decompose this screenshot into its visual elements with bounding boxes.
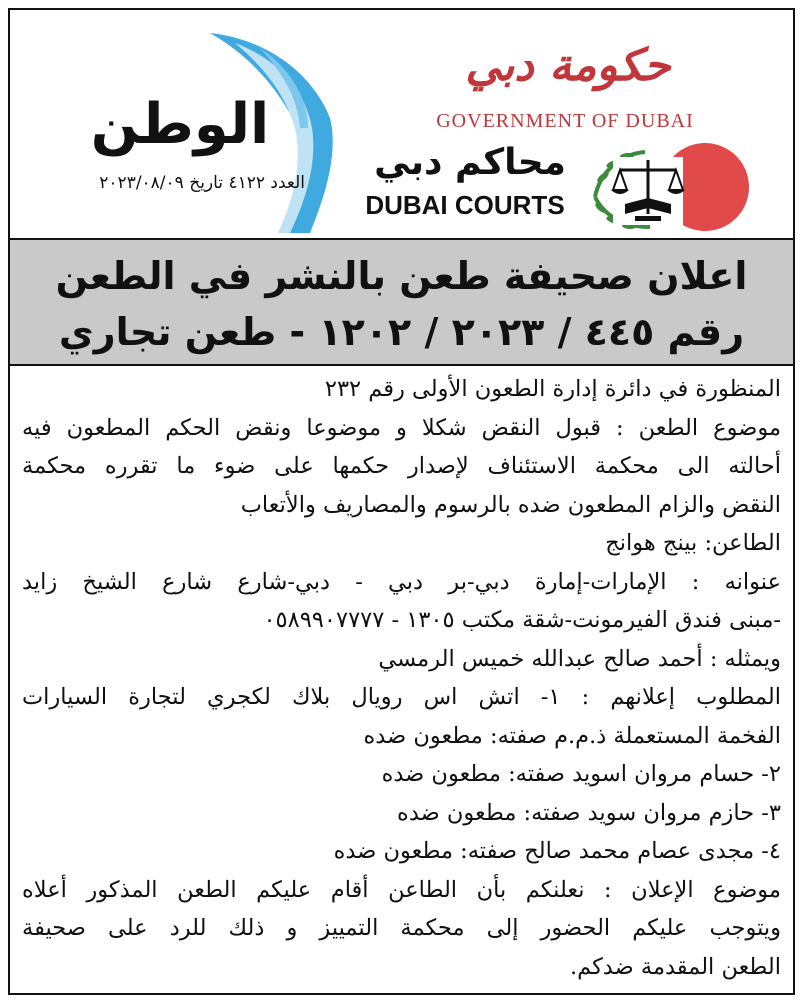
body-line: المطلوب إعلانهم : ١- اتش اس رويال بلاك لكجري لتجارة السيارات: [22, 684, 781, 710]
announcement-title: [10, 238, 793, 366]
body-line: عنوانه : الإمارات-إمارة دبي-بر دبي - دبي-شارع شارع الشيخ زايد: [22, 568, 781, 595]
body-line: الطاعن: بينج هوانج: [605, 530, 781, 556]
announcement-body: [10, 370, 793, 986]
government-logo-arabic: حكومة دبي: [465, 40, 671, 91]
title-line-2: رقم ٤٤٥ / ٢٠٢٣ / ١٢٠٢ - طعن تجاري: [58, 310, 745, 354]
body-line: ويتوجب عليكم الحضور إلى محكمة التمييز و ذلك للرد على صحيفة: [22, 915, 781, 941]
body-line: الفخمة المستعملة ذ.م.م صفته: مطعون ضده: [363, 722, 781, 749]
scales-of-justice-icon: [585, 142, 755, 232]
body-line: الطعن المقدمة ضدكم.: [569, 953, 781, 980]
government-logo-english: GOVERNMENT OF DUBAI: [436, 110, 694, 132]
courts-name-arabic: محاكم دبي: [374, 142, 566, 183]
body-line: موضوع الإعلان : نعلنكم بأن الطاعن أقام عليكم الطعن المذكور أعلاه: [22, 876, 781, 903]
body-line: ٤- مجدى عصام محمد صالح صفته: مطعون ضده: [333, 838, 781, 864]
body-line: ٢- حسام مروان اسويد صفته: مطعون ضده: [381, 761, 781, 787]
courts-name-english: DUBAI COURTS: [365, 190, 565, 220]
body-line: ٣- حازم مروان سويد صفته: مطعون ضده: [397, 799, 781, 826]
title-line-1: اعلان صحيفة طعن بالنشر في الطعن: [55, 254, 748, 298]
newspaper-logo: الوطن: [90, 92, 270, 157]
announcement-frame: [8, 8, 795, 995]
body-line: -مبنى فندق الفيرمونت-شقة مكتب ١٣٠٥ - ٠٥٨٩٩٠٧٧٧٧: [263, 607, 781, 633]
body-line: النقض والزام المطعون ضده بالرسوم والمصاريف والأتعاب: [240, 491, 781, 518]
issue-number-date: العدد ٤١٢٢ تاريخ ٢٠٢٣/٠٨/٠٩: [99, 173, 305, 193]
body-line: المنظورة في دائرة إدارة الطعون الأولى رقم ٢٣٢: [324, 376, 781, 402]
header: [10, 10, 793, 238]
body-line: ويمثله : أحمد صالح عبدالله خميس الرمسي: [378, 645, 781, 672]
body-line: موضوع الطعن : قبول النقض شكلا و موضوعا ونقض الحكم المطعون فيه: [22, 414, 781, 441]
body-line: أحالته الى محكمة الاستئناف لإصدار حكمها على ضوء ما تقرره محكمة: [22, 453, 781, 479]
